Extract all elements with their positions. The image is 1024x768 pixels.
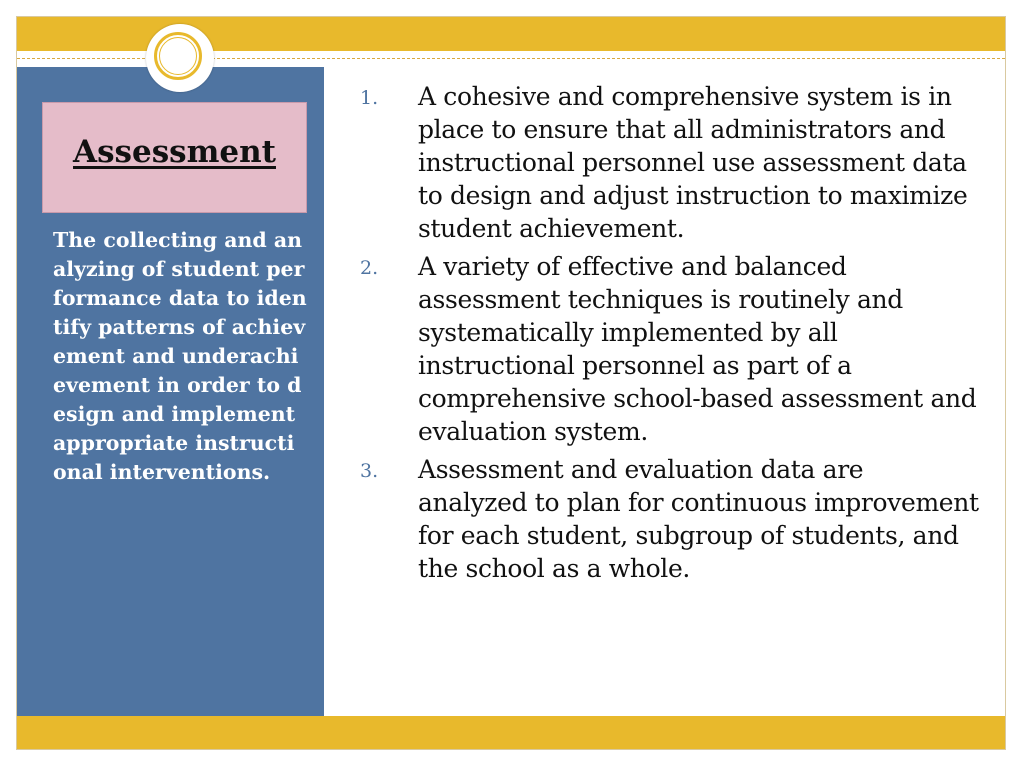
list-item-number: 2. — [360, 257, 379, 279]
title-box — [42, 102, 307, 213]
list-item-number: 1. — [360, 87, 379, 109]
definition-text: The collecting and analyzing of student performance data to identify patterns of achievement and underachievement in order to design and implement appropriate instructional interventions. — [53, 228, 307, 484]
list-item-text: A cohesive and comprehensive system is in place to ensure that all administrators and instructional personnel use assessment data to design and adjust instruction to maximize student achievement. — [418, 82, 968, 243]
list-item — [360, 453, 980, 585]
ring-medallion-icon — [146, 24, 214, 92]
list-item — [360, 80, 980, 245]
list-item — [360, 250, 980, 448]
slide-title: Assessment — [73, 133, 276, 170]
list-item-text: Assessment and evaluation data are analyzed to plan for continuous improvement for each student, subgroup of students, and the school as a whole. — [418, 455, 979, 583]
medallion-inner-ring — [159, 37, 197, 75]
list-item-text: A variety of effective and balanced assessment techniques is routinely and systematically implemented by all instructional personnel as part of a comprehensive school-based assessment and evaluation system. — [418, 252, 977, 446]
bottom-accent-band — [17, 716, 1005, 749]
list-item-number: 3. — [360, 460, 379, 482]
assessment-points-list — [360, 80, 980, 590]
